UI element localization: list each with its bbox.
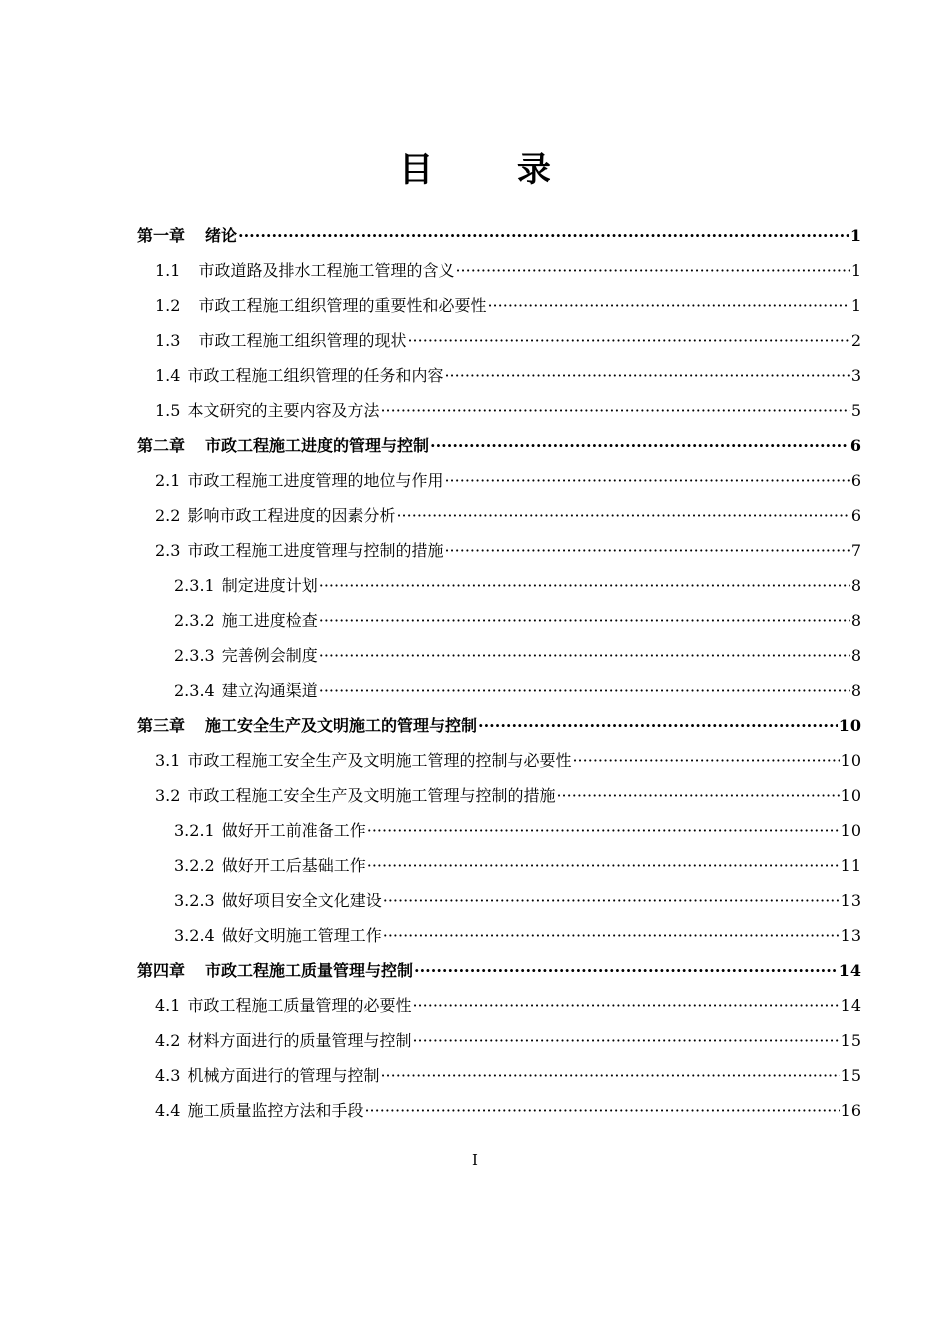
toc-subsection-entry[interactable]: [137, 918, 861, 953]
toc-dot-leader: [407, 323, 849, 358]
toc-entry-page-number: 15: [840, 1031, 861, 1050]
toc-dot-leader: [572, 743, 839, 778]
toc-entry-page-number: 8: [850, 611, 861, 630]
toc-dot-leader: [319, 603, 850, 638]
toc-chapter-entry[interactable]: [137, 953, 861, 988]
toc-entry-label: 建立沟通渠道: [221, 681, 318, 700]
toc-entry-label: 施工进度检查: [221, 611, 318, 630]
toc-entry-page-number: 13: [840, 891, 861, 910]
toc-chapter-entry[interactable]: [137, 428, 861, 463]
toc-entry-page-number: 6: [849, 436, 861, 455]
toc-entry-number: 第一章: [137, 226, 186, 245]
toc-entry-label: 市政工程施工组织管理的现状: [198, 331, 407, 350]
toc-entry-page-number: 10: [840, 786, 861, 805]
toc-dot-leader: [319, 673, 850, 708]
toc-entry-label: 绪论: [205, 226, 238, 245]
toc-section-entry[interactable]: [137, 1023, 861, 1058]
toc-entry-number: 3.2: [155, 786, 181, 805]
toc-entry-label: 市政工程施工进度的管理与控制: [205, 436, 430, 455]
toc-entry-label: 市政工程施工安全生产及文明施工管理与控制的措施: [187, 786, 556, 805]
toc-section-entry[interactable]: [137, 533, 861, 568]
toc-section-entry[interactable]: [137, 393, 861, 428]
toc-entry-label: 影响市政工程进度的因素分析: [187, 506, 396, 525]
toc-entry-label: 市政工程施工进度管理的地位与作用: [187, 471, 444, 490]
toc-section-entry[interactable]: [137, 1093, 861, 1128]
toc-entry-label: 做好项目安全文化建设: [221, 891, 382, 910]
toc-entry-number: 4.3: [155, 1066, 181, 1085]
toc-dot-leader: [455, 253, 849, 288]
toc-entry-page-number: 8: [850, 681, 861, 700]
toc-entry-number: 4.2: [155, 1031, 181, 1050]
toc-entry-number: 4.4: [155, 1101, 181, 1120]
toc-entry-page-number: 10: [838, 716, 861, 735]
toc-dot-leader: [478, 708, 838, 743]
toc-entry-label: 市政工程施工组织管理的任务和内容: [187, 366, 444, 385]
toc-entry-page-number: 1: [850, 261, 861, 280]
toc-entry-number: 1.4: [155, 366, 181, 385]
toc-entry-label: 施工安全生产及文明施工的管理与控制: [205, 716, 478, 735]
toc-entry-label: 完善例会制度: [221, 646, 318, 665]
toc-section-entry[interactable]: [137, 253, 861, 288]
toc-subsection-entry[interactable]: [137, 603, 861, 638]
toc-entry-label: 市政工程施工进度管理与控制的措施: [187, 541, 444, 560]
toc-entry-page-number: 13: [840, 926, 861, 945]
toc-entry-page-number: 2: [850, 331, 861, 350]
toc-dot-leader: [487, 288, 849, 323]
toc-entry-number: 3.2.3: [174, 891, 215, 910]
toc-chapter-entry[interactable]: [137, 218, 861, 253]
toc-section-entry[interactable]: [137, 988, 861, 1023]
toc-entry-number: 1.1: [155, 261, 181, 280]
toc-dot-leader: [412, 988, 839, 1023]
toc-dot-leader: [556, 778, 839, 813]
toc-dot-leader: [396, 498, 849, 533]
toc-entry-number: 2.3: [155, 541, 181, 560]
toc-section-entry[interactable]: [137, 498, 861, 533]
toc-entry-number: 2.3.1: [174, 576, 215, 595]
toc-entry-number: 1.5: [155, 401, 181, 420]
toc-section-entry[interactable]: [137, 358, 861, 393]
page-number-footer: I: [472, 1151, 478, 1169]
toc-entry-number: 1.2: [155, 296, 181, 315]
toc-entry-number: 2.1: [155, 471, 181, 490]
toc-dot-leader: [414, 953, 838, 988]
toc-entry-page-number: 8: [850, 646, 861, 665]
toc-entry-number: 1.3: [155, 331, 181, 350]
toc-entry-number: 第二章: [137, 436, 186, 455]
toc-subsection-entry[interactable]: [137, 883, 861, 918]
toc-dot-leader: [367, 813, 840, 848]
toc-entry-number: 2.3.2: [174, 611, 215, 630]
toc-section-entry[interactable]: [137, 1058, 861, 1093]
toc-entry-label: 制定进度计划: [221, 576, 318, 595]
toc-subsection-entry[interactable]: [137, 673, 861, 708]
toc-entry-number: 4.1: [155, 996, 181, 1015]
toc-entry-page-number: 5: [850, 401, 861, 420]
toc-entry-page-number: 10: [840, 821, 861, 840]
toc-entry-page-number: 11: [840, 856, 861, 875]
toc-entry-page-number: 1: [850, 296, 861, 315]
toc-entry-page-number: 14: [840, 996, 861, 1015]
toc-dot-leader: [319, 638, 850, 673]
toc-subsection-entry[interactable]: [137, 813, 861, 848]
toc-chapter-entry[interactable]: [137, 708, 861, 743]
toc-dot-leader: [380, 1058, 839, 1093]
toc-entry-number: 第三章: [137, 716, 186, 735]
toc-entry-number: 2.3.3: [174, 646, 215, 665]
toc-entry-label: 材料方面进行的质量管理与控制: [187, 1031, 412, 1050]
toc-entry-page-number: 14: [838, 961, 861, 980]
toc-entry-number: 3.2.1: [174, 821, 215, 840]
table-of-contents: [137, 218, 861, 1128]
toc-entry-label: 本文研究的主要内容及方法: [187, 401, 380, 420]
toc-entry-page-number: 7: [850, 541, 861, 560]
page-title: 目 录: [399, 150, 587, 190]
toc-dot-leader: [380, 393, 849, 428]
toc-entry-page-number: 1: [849, 226, 861, 245]
toc-entry-label: 做好开工后基础工作: [221, 856, 366, 875]
toc-subsection-entry[interactable]: [137, 568, 861, 603]
toc-entry-number: 3.1: [155, 751, 181, 770]
toc-entry-page-number: 15: [840, 1066, 861, 1085]
toc-entry-page-number: 16: [840, 1101, 861, 1120]
toc-entry-page-number: 6: [850, 506, 861, 525]
toc-section-entry[interactable]: [137, 288, 861, 323]
toc-dot-leader: [238, 218, 849, 253]
toc-dot-leader: [383, 918, 840, 953]
toc-entry-number: 3.2.2: [174, 856, 215, 875]
toc-entry-number: 3.2.4: [174, 926, 215, 945]
toc-entry-number: 2.3.4: [174, 681, 215, 700]
toc-entry-number: 第四章: [137, 961, 186, 980]
toc-entry-label: 做好文明施工管理工作: [221, 926, 382, 945]
toc-dot-leader: [319, 568, 850, 603]
toc-dot-leader: [364, 1093, 839, 1128]
toc-section-entry[interactable]: [137, 743, 861, 778]
toc-subsection-entry[interactable]: [137, 848, 861, 883]
toc-section-entry[interactable]: [137, 323, 861, 358]
toc-entry-label: 市政工程施工质量管理的必要性: [187, 996, 412, 1015]
toc-dot-leader: [367, 848, 840, 883]
toc-dot-leader: [444, 358, 849, 393]
toc-section-entry[interactable]: [137, 778, 861, 813]
toc-entry-label: 市政工程施工质量管理与控制: [205, 961, 414, 980]
toc-entry-label: 市政道路及排水工程施工管理的含义: [198, 261, 455, 280]
toc-dot-leader: [444, 533, 849, 568]
toc-entry-page-number: 10: [840, 751, 861, 770]
toc-subsection-entry[interactable]: [137, 638, 861, 673]
toc-entry-label: 市政工程施工安全生产及文明施工管理的控制与必要性: [187, 751, 572, 770]
toc-entry-page-number: 3: [850, 366, 861, 385]
toc-dot-leader: [430, 428, 849, 463]
toc-entry-label: 市政工程施工组织管理的重要性和必要性: [198, 296, 487, 315]
toc-entry-label: 做好开工前准备工作: [221, 821, 366, 840]
toc-entry-page-number: 8: [850, 576, 861, 595]
toc-entry-page-number: 6: [850, 471, 861, 490]
toc-entry-label: 施工质量监控方法和手段: [187, 1101, 364, 1120]
toc-section-entry[interactable]: [137, 463, 861, 498]
toc-dot-leader: [412, 1023, 839, 1058]
toc-entry-label: 机械方面进行的管理与控制: [187, 1066, 380, 1085]
toc-entry-number: 2.2: [155, 506, 181, 525]
toc-dot-leader: [383, 883, 840, 918]
toc-dot-leader: [444, 463, 849, 498]
